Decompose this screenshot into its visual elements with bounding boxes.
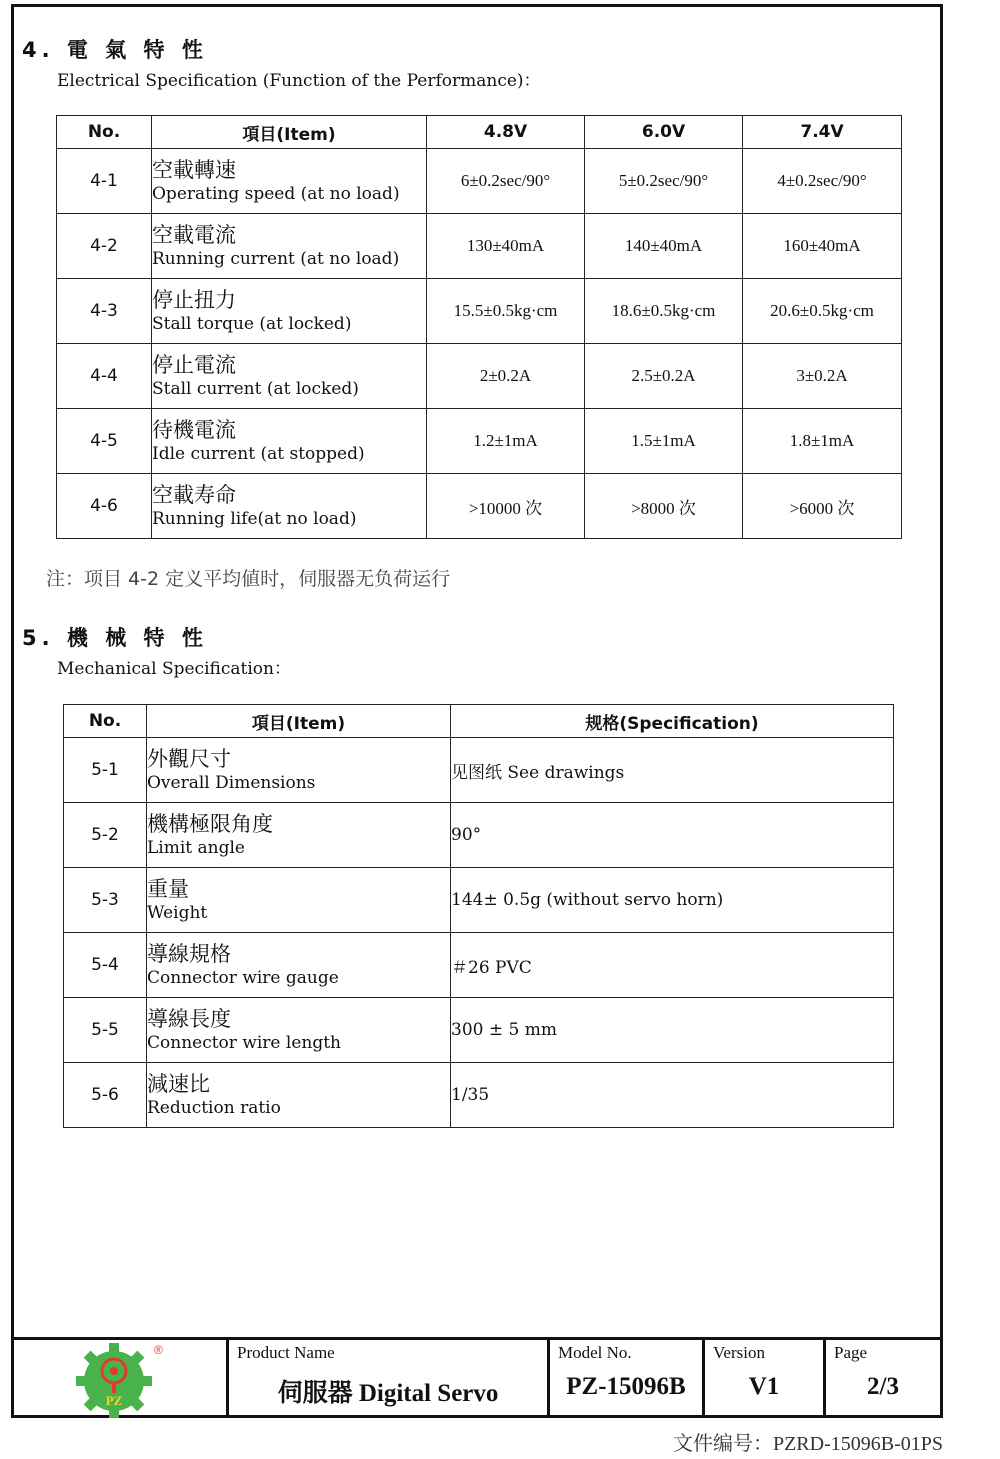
- spec-value: ＃26 PVC: [451, 933, 894, 998]
- item-zh: 空載轉速: [152, 157, 236, 182]
- item-zh: 停止扭力: [152, 287, 236, 312]
- value-6v0: 5±0.2sec/90°: [585, 149, 743, 214]
- version-label: Version: [713, 1343, 765, 1362]
- section4-title: 4. 電 氣 特 性: [22, 38, 208, 62]
- model-no-value: PZ-15096B: [566, 1373, 686, 1400]
- row-item: [147, 738, 451, 803]
- table-header-row: [57, 116, 902, 149]
- product-name-value: 伺服器 Digital Servo: [277, 1380, 499, 1407]
- value-4v8: 6±0.2sec/90°: [427, 149, 585, 214]
- item-en: Stall current (at locked): [152, 378, 359, 399]
- item-zh: 停止電流: [152, 352, 236, 377]
- item-en: Running life(at no load): [152, 508, 357, 529]
- value-6v0: 1.5±1mA: [585, 409, 743, 474]
- table-row: [57, 149, 902, 214]
- value-4v8: 15.5±0.5kg·cm: [427, 279, 585, 344]
- model-no-cell: [547, 1340, 702, 1418]
- value-6v0: 2.5±0.2A: [585, 344, 743, 409]
- value-7v4: 20.6±0.5kg·cm: [743, 279, 902, 344]
- row-number: 5-4: [64, 933, 147, 998]
- row-item: [147, 933, 451, 998]
- row-number: 4-6: [57, 474, 152, 539]
- spec-value: 144± 0.5g (without servo horn): [451, 868, 894, 933]
- table-row: [64, 803, 894, 868]
- logo-cell: [11, 1340, 226, 1418]
- table-row: [57, 279, 902, 344]
- item-en: Connector wire length: [147, 1032, 342, 1053]
- table-row: [57, 214, 902, 279]
- value-4v8: 2±0.2A: [427, 344, 585, 409]
- col-header-item: 項目(Item): [147, 705, 451, 738]
- col-header-specification: 规格(Specification): [451, 705, 894, 738]
- item-zh: 導線長度: [147, 1006, 231, 1031]
- value-6v0: 140±40mA: [585, 214, 743, 279]
- value-7v4: >6000 次: [743, 474, 902, 539]
- row-item: [147, 868, 451, 933]
- section4-heading: [22, 34, 541, 91]
- item-zh: 外觀尺寸: [147, 746, 231, 771]
- table-row: [64, 738, 894, 803]
- item-zh: 空載電流: [152, 222, 236, 247]
- item-zh: 待機電流: [152, 417, 236, 442]
- spec-value: 300 ± 5 mm: [451, 998, 894, 1063]
- item-zh: 減速比: [147, 1071, 210, 1096]
- document-number: 文件编号：PZRD-15096B-01PS: [672, 1433, 943, 1455]
- row-item: [147, 803, 451, 868]
- table-row: [64, 933, 894, 998]
- col-header-no: No.: [57, 116, 152, 149]
- product-name-label: Product Name: [237, 1343, 335, 1362]
- section5-heading: [22, 622, 291, 679]
- row-item: [152, 344, 427, 409]
- value-4v8: 1.2±1mA: [427, 409, 585, 474]
- table-row: [64, 868, 894, 933]
- item-en: Reduction ratio: [147, 1097, 281, 1118]
- spec-value: 1/35: [451, 1063, 894, 1128]
- item-en: Operating speed (at no load): [152, 183, 400, 204]
- row-number: 5-6: [64, 1063, 147, 1128]
- title-block: [11, 1337, 943, 1418]
- item-zh: 重量: [147, 876, 189, 901]
- col-header-item: 項目(Item): [152, 116, 427, 149]
- row-item: [147, 1063, 451, 1128]
- value-7v4: 4±0.2sec/90°: [743, 149, 902, 214]
- value-7v4: 3±0.2A: [743, 344, 902, 409]
- section4-subtitle: Electrical Specification (Function of the Performance)：: [57, 71, 541, 91]
- row-item: [147, 998, 451, 1063]
- item-zh: 機構極限角度: [147, 811, 273, 836]
- item-en: Idle current (at stopped): [152, 443, 365, 464]
- model-no-label: Model No.: [558, 1343, 632, 1362]
- value-4v8: >10000 次: [427, 474, 585, 539]
- spec-value: 90°: [451, 803, 894, 868]
- value-7v4: 160±40mA: [743, 214, 902, 279]
- section5-subtitle: Mechanical Specification：: [57, 659, 291, 679]
- logo-text: PZ: [105, 1393, 123, 1408]
- col-header-4v8: 4.8V: [427, 116, 585, 149]
- table-row: [57, 474, 902, 539]
- item-en: Connector wire gauge: [147, 967, 339, 988]
- table-row: [64, 1063, 894, 1128]
- section4-note: 注：项目 4-2 定义平均値时，伺服器无负荷运行: [46, 568, 451, 590]
- mechanical-spec-table: [63, 704, 894, 1128]
- value-6v0: >8000 次: [585, 474, 743, 539]
- row-item: [152, 214, 427, 279]
- row-number: 4-3: [57, 279, 152, 344]
- value-4v8: 130±40mA: [427, 214, 585, 279]
- section5-title: 5. 機 械 特 性: [22, 626, 208, 650]
- row-number: 4-4: [57, 344, 152, 409]
- table-header-row: [64, 705, 894, 738]
- col-header-no: No.: [64, 705, 147, 738]
- row-number: 5-5: [64, 998, 147, 1063]
- row-item: [152, 409, 427, 474]
- version-value: V1: [748, 1373, 780, 1400]
- page-label: Page: [834, 1343, 868, 1362]
- page-cell: [823, 1340, 940, 1418]
- item-zh: 空載寿命: [152, 482, 236, 507]
- row-item: [152, 474, 427, 539]
- row-number: 5-3: [64, 868, 147, 933]
- version-cell: [702, 1340, 823, 1418]
- col-header-7v4: 7.4V: [743, 116, 902, 149]
- row-number: 4-5: [57, 409, 152, 474]
- company-logo: [11, 1340, 226, 1418]
- col-header-6v0: 6.0V: [585, 116, 743, 149]
- product-name-cell: [226, 1340, 547, 1418]
- item-en: Running current (at no load): [152, 248, 400, 269]
- page-value: 2/3: [867, 1373, 899, 1400]
- row-number: 4-2: [57, 214, 152, 279]
- registered-mark: ®: [154, 1343, 163, 1357]
- item-en: Limit angle: [147, 837, 245, 858]
- spec-value: 见图纸 See drawings: [451, 738, 894, 803]
- value-6v0: 18.6±0.5kg·cm: [585, 279, 743, 344]
- item-en: Overall Dimensions: [147, 772, 316, 793]
- row-item: [152, 149, 427, 214]
- value-7v4: 1.8±1mA: [743, 409, 902, 474]
- row-number: 5-2: [64, 803, 147, 868]
- electrical-spec-table: [56, 115, 902, 539]
- item-en: Weight: [147, 902, 208, 923]
- table-row: [64, 998, 894, 1063]
- row-number: 4-1: [57, 149, 152, 214]
- table-row: [57, 344, 902, 409]
- item-en: Stall torque (at locked): [152, 313, 352, 334]
- row-item: [152, 279, 427, 344]
- item-zh: 導線規格: [147, 941, 231, 966]
- row-number: 5-1: [64, 738, 147, 803]
- table-row: [57, 409, 902, 474]
